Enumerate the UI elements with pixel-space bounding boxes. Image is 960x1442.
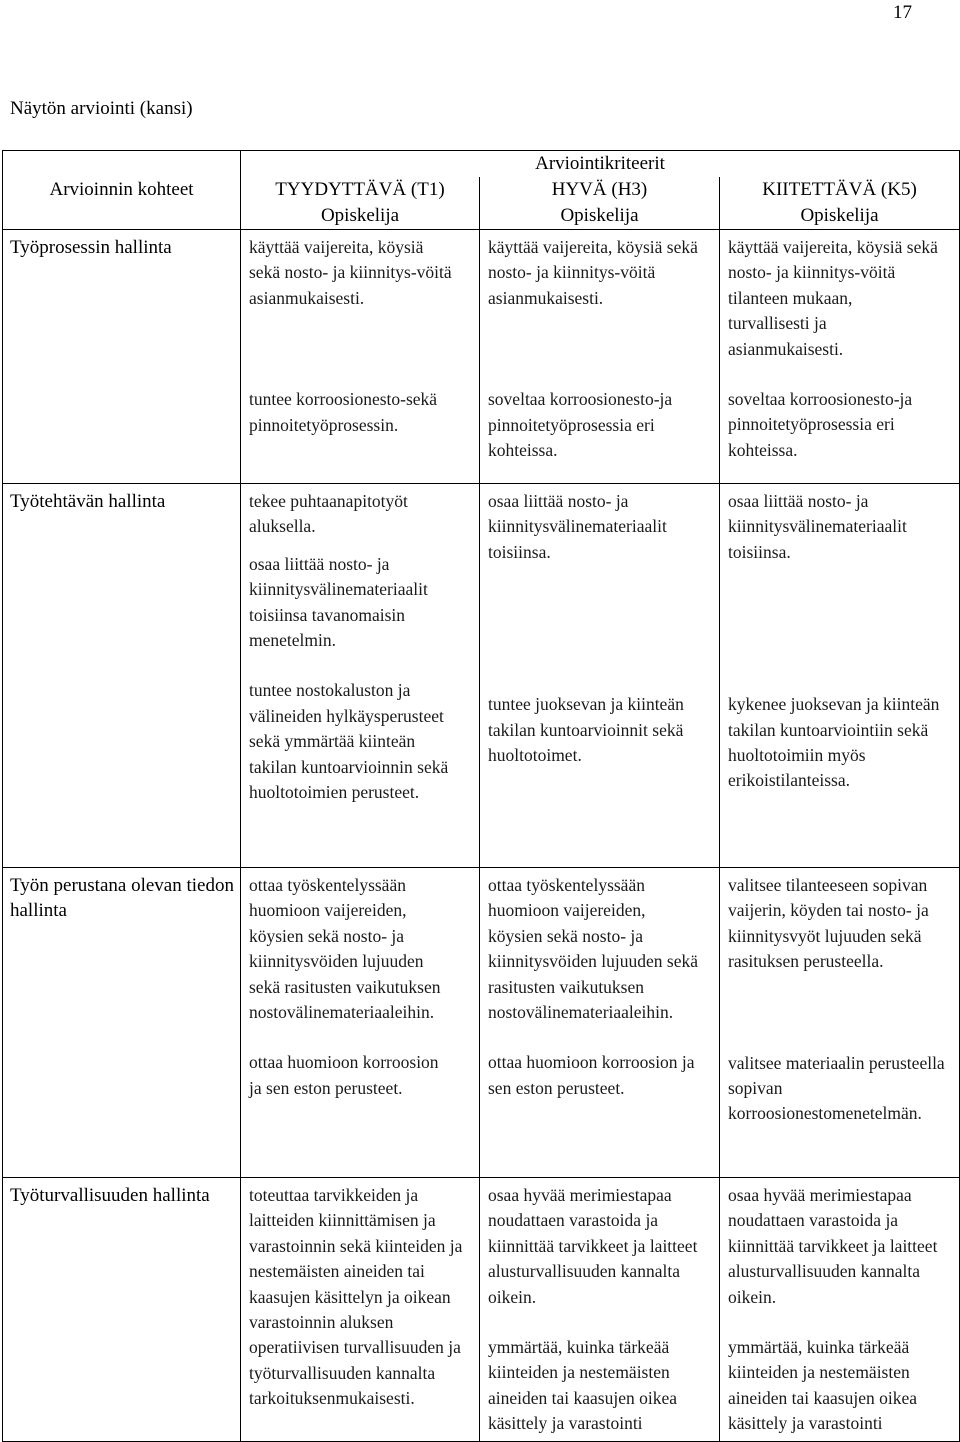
row-label: Työtehtävän hallinta (3, 484, 241, 868)
criteria-text: ottaa huomioon korroosion ja sen eston perusteet. (249, 1052, 439, 1098)
criteria-text: tuntee korroosionesto-sekä pinnoitetyöprosessin. (249, 389, 438, 435)
criteria-text: tuntee nostokaluston ja välineiden hylkäysperusteet sekä ymmärtää kiinteän takilan kuntoarvioinnin sekä huoltotoimien perusteet. (249, 680, 449, 803)
criteria-text: ymmärtää, kuinka tärkeää kiinteiden ja nestemäisten aineiden tai kaasujen oikea käsittely ja varastointi (728, 1337, 918, 1434)
row-label: Työprosessin hallinta (3, 230, 241, 484)
criteria-cell-t1 (241, 868, 480, 1178)
row-label: Työn perustana olevan tiedon hallinta (3, 868, 241, 1178)
criteria-text: ottaa työskentelyssään huomioon vaijereiden, köysien sekä nosto- ja kiinnitysvöiden lujuuden sekä rasitusten vaikutuksen nostovälinemateriaaleihin. (488, 875, 698, 1023)
criteria-text: osaa hyvää merimiestapaa noudattaen varastoida ja kiinnittää tarvikkeet ja laitteet alusturvallisuuden kannalta oikein. (728, 1185, 938, 1307)
criteria-cell-h3 (480, 484, 720, 868)
header-blank-cell (3, 151, 241, 178)
criteria-text: soveltaa korroosionesto-ja pinnoitetyöprosessia eri kohteissa. (728, 389, 913, 460)
page-number: 17 (893, 2, 912, 23)
criteria-cell-t1 (241, 230, 480, 484)
criteria-text: soveltaa korroosionesto-ja pinnoitetyöprosessia eri kohteissa. (488, 389, 673, 461)
level-h3: HYVÄ (H3) (480, 177, 720, 203)
criteria-text: käyttää vaijereita, köysiä sekä nosto- ja kiinnitys-vöitä asianmukaisesti. (249, 237, 452, 308)
criteria-text: kykenee juoksevan ja kiinteän takilan kuntoarviointiin sekä huoltotoimiin myös erikoistilanteissa. (728, 694, 940, 791)
criteria-cell-k5 (720, 868, 960, 1178)
criteria-cell-h3 (480, 868, 720, 1178)
criteria-text: ottaa työskentelyssään huomioon vaijereiden, köysien sekä nosto- ja kiinnitysvöiden lujuuden sekä rasitusten vaikutuksen nostovälinemateriaaleihin. (249, 875, 441, 1023)
table-row (3, 1178, 960, 1442)
criteria-cell-k5 (720, 230, 960, 484)
sublabel-h3: Opiskelija (480, 203, 720, 230)
criteria-text: ymmärtää, kuinka tärkeää kiinteiden ja nestemäisten aineiden tai kaasujen oikea käsittely ja varastointi (488, 1337, 678, 1434)
table-row (3, 484, 960, 868)
criteria-cell-h3 (480, 1178, 720, 1442)
row-label: Työturvallisuuden hallinta (3, 1178, 241, 1442)
criteria-cell-k5 (720, 484, 960, 868)
level-t1: TYYDYTTÄVÄ (T1) (241, 177, 480, 203)
criteria-text: käyttää vaijereita, köysiä sekä nosto- ja kiinnitys-vöitä tilanteen mukaan, turvallisesti ja asianmukaisesti. (728, 237, 938, 359)
sublabel-t1: Opiskelija (241, 203, 480, 230)
header-row-sublabels (3, 203, 960, 230)
header-row-criteria (3, 151, 960, 178)
criteria-text: toteuttaa tarvikkeiden ja laitteiden kiinnittämisen ja varastoinnin sekä kiinteiden ja nestemäisten aineiden tai kaasujen käsittelyn ja oikean varastoinnin aluksen operatiivisen turvallisuuden ja työturvallisuuden kannalta tarkoituksenmukaisesti. (249, 1185, 463, 1409)
criteria-text: ottaa huomioon korroosion ja sen eston perusteet. (488, 1052, 695, 1098)
criteria-cell-t1 (241, 1178, 480, 1442)
sublabel-k5: Opiskelija (720, 203, 960, 230)
criteria-cell-h3 (480, 230, 720, 484)
criteria-text: käyttää vaijereita, köysiä sekä nosto- ja kiinnitys-vöitä asianmukaisesti. (488, 237, 698, 308)
level-k5: KIITETTÄVÄ (K5) (720, 177, 960, 203)
criteria-text: osaa liittää nosto- ja kiinnitysvälinemateriaalit toisiinsa. (488, 491, 667, 562)
criteria-text: tuntee juoksevan ja kiinteän takilan kuntoarvioinnit sekä huoltotoimet. (488, 694, 684, 766)
criteria-text: osaa liittää nosto- ja kiinnitysvälinemateriaalit toisiinsa. (728, 491, 907, 562)
criteria-text: tekee puhtaanapitotyöt aluksella. (249, 491, 408, 537)
header-blank-cell-2 (3, 203, 241, 230)
criteria-text: valitsee materiaalin perusteella sopivan korroosionestomenetelmän. (728, 1052, 945, 1124)
criteria-title: Arviointikriteerit (241, 151, 960, 178)
document-title: Näytön arviointi (kansi) (10, 98, 193, 119)
table-row (3, 868, 960, 1178)
criteria-cell-k5 (720, 1178, 960, 1442)
table-row (3, 230, 960, 484)
criteria-text: valitsee tilanteeseen sopivan vaijerin, köyden tai nosto- ja kiinnitysvyöt lujuuden sekä rasituksen perusteella. (728, 875, 929, 972)
criteria-text: osaa hyvää merimiestapaa noudattaen varastoida ja kiinnittää tarvikkeet ja laitteet alusturvallisuuden kannalta oikein. (488, 1185, 698, 1307)
criteria-text: osaa liittää nosto- ja kiinnitysvälinemateriaalit toisiinsa tavanomaisin menetelmin. (249, 553, 428, 651)
assessment-criteria-table (2, 150, 960, 1442)
criteria-cell-t1 (241, 484, 480, 868)
targets-label: Arvioinnin kohteet (3, 177, 241, 203)
header-row-levels (3, 177, 960, 203)
